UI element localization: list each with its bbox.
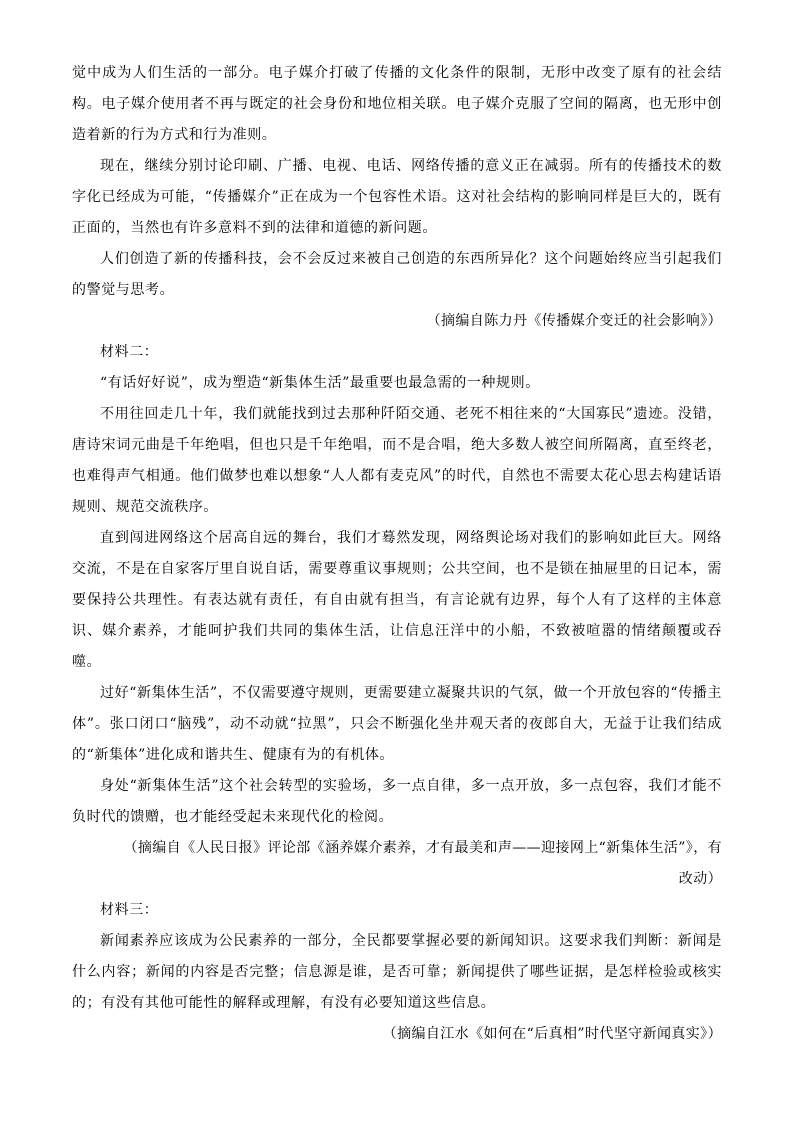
section-heading: 材料三： xyxy=(100,902,159,918)
paragraph: 身处“新集体生活”这个社会转型的实验场，多一点自律，多一点开放，多一点包容，我们才能不负时代的馈赠，也才能经受起未来现代化的检阅。 xyxy=(72,778,722,825)
section-heading: 材料二： xyxy=(100,344,159,360)
paragraph: 不用往回走几十年，我们就能找到过去那种阡陌交通、老死不相往来的“大国寡民”遗迹。没错，唐诗宋词元曲是千年绝唱，但也只是千年绝唱，而不是合唱，绝大多数人被空间所隔离，直至终老，也难得声气相通。他们做梦也难以想象“人人都有麦克风”的时代，自然也不需要太花心思去构建话语规则、规范交流秩序。 xyxy=(72,406,722,515)
paragraph: 现在，继续分别讨论印刷、广播、电视、电话、网络传播的意义正在减弱。所有的传播技术的数字化已经成为可能，“传播媒介”正在成为一个包容性术语。这对社会结构的影响同样是巨大的，既有正面的，当然也有许多意料不到的法律和道德的新问题。 xyxy=(72,158,722,236)
paragraph: 过好“新集体生活”，不仅需要遵守规则，更需要建立凝聚共识的气氛，做一个开放包容的“传播主体”。张口闭口“脑残”，动不动就“拉黑”，只会不断强化坐井观天者的夜郎自大，无益于让我们结成的“新集体”进化成和谐共生、健康有为的有机体。 xyxy=(72,685,722,763)
source-citation: （摘编自《人民日报》评论部《涵养媒介素养，才有最美和声——迎接网上“新集体生活”》，有改动） xyxy=(123,840,722,887)
source-citation: （摘编自陈力丹《传播媒介变迁的社会影响》） xyxy=(426,313,722,329)
document-page xyxy=(72,58,722,1050)
paragraph: 直到闯进网络这个居高自远的舞台，我们才蓦然发现，网络舆论场对我们的影响如此巨大。网络交流，不是在自家客厅里自说自话，需要尊重议事规则；公共空间，也不是锁在抽屉里的日记本，需要保持公共理性。有表达就有责任，有自由就有担当，有言论就有边界，每个人有了这样的主体意识、媒介素养，才能呵护我们共同的集体生活，让信息汪洋中的小船，不致被喧嚣的情绪颠覆或吞噬。 xyxy=(72,530,722,670)
source-citation: （摘编自江水《如何在“后真相”时代坚守新闻真实》） xyxy=(382,1026,722,1042)
paragraph: 新闻素养应该成为公民素养的一部分，全民都要掌握必要的新闻知识。这要求我们判断：新闻是什么内容；新闻的内容是否完整；信息源是谁，是否可靠；新闻提供了哪些证据，是怎样检验或核实的；有没有其他可能性的解释或理解，有没有必要知道这些信息。 xyxy=(72,933,722,1011)
paragraph: 人们创造了新的传播科技，会不会反过来被自己创造的东西所异化？这个问题始终应当引起我们的警觉与思考。 xyxy=(72,251,722,298)
paragraph: 觉中成为人们生活的一部分。电子媒介打破了传播的文化条件的限制，无形中改变了原有的社会结构。电子媒介使用者不再与既定的社会身份和地位相关联。电子媒介克服了空间的隔离，也无形中创造着新的行为方式和行为准则。 xyxy=(72,65,722,143)
paragraph: “有话好好说”，成为塑造“新集体生活”最重要也最急需的一种规则。 xyxy=(100,375,540,391)
